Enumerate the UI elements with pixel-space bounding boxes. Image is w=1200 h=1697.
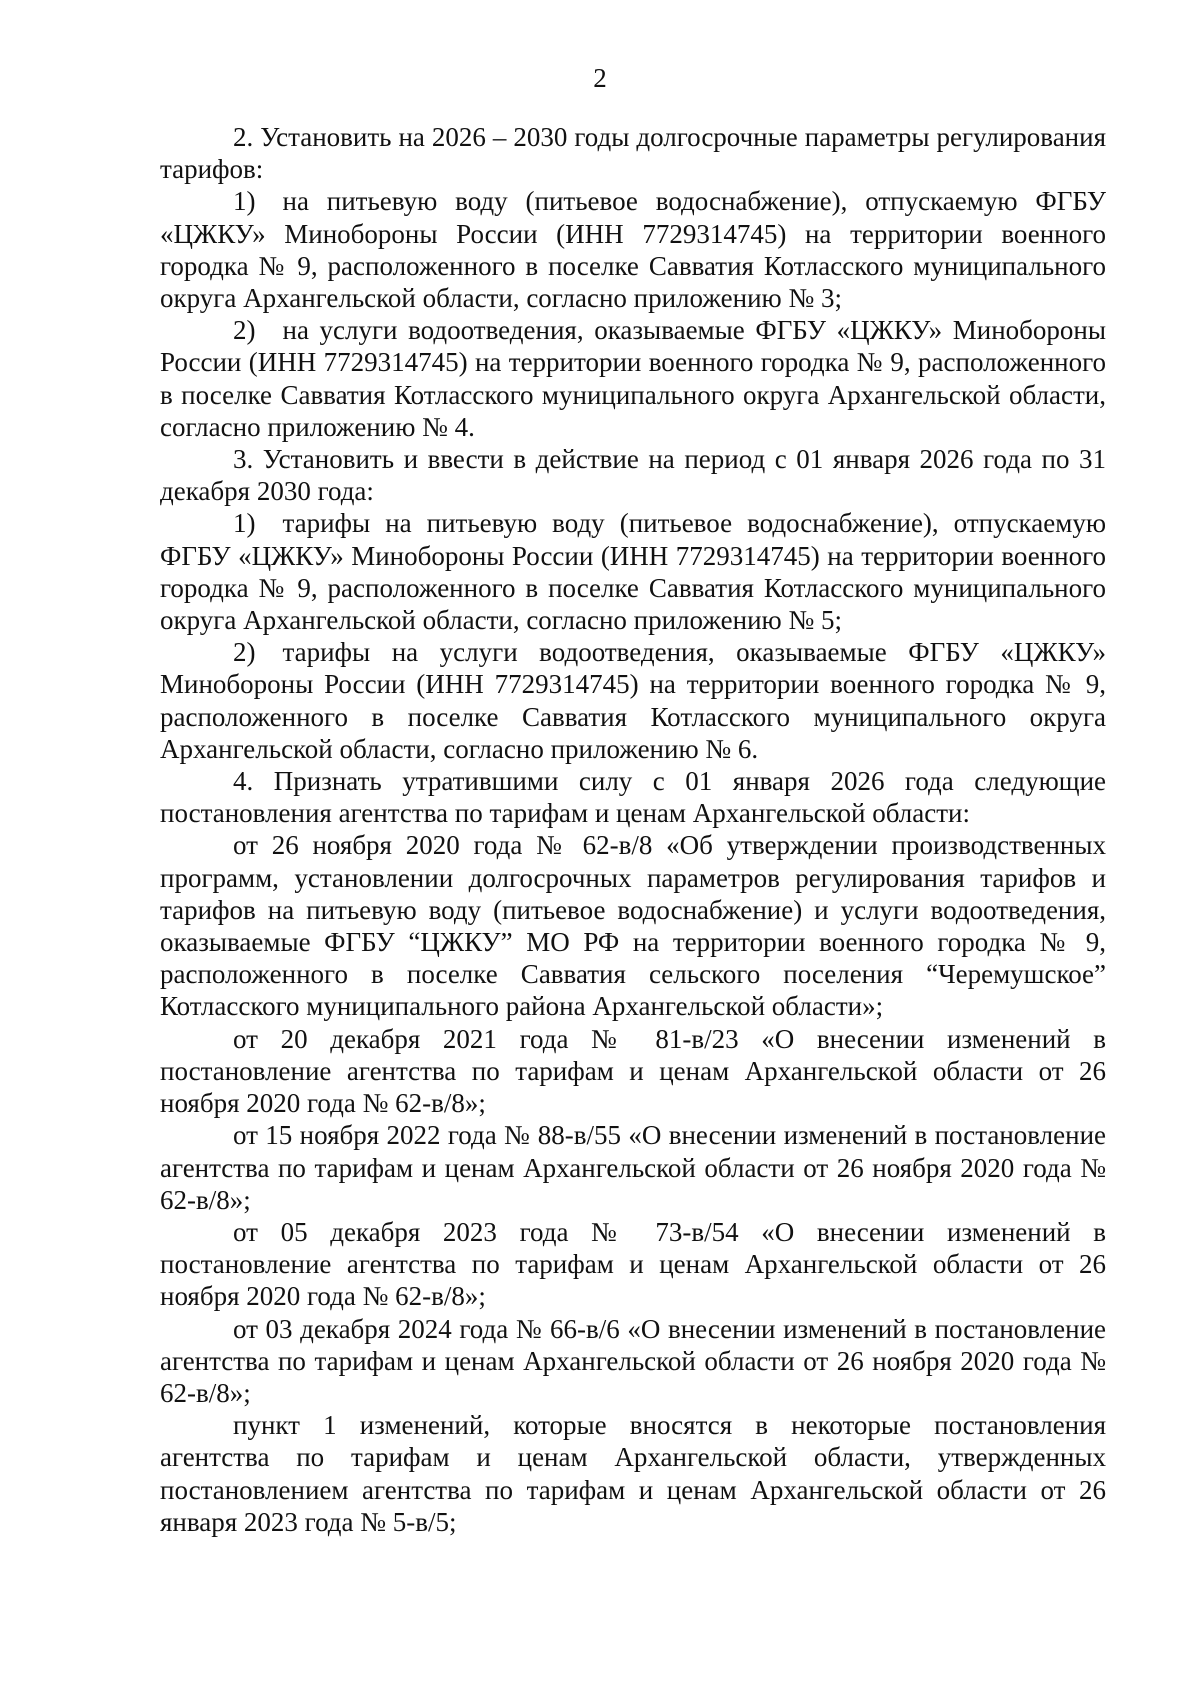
repealed-act-6: пункт 1 изменений, которые вносятся в некоторые постановления агентства по тарифам и ценам Архангельской области, утвержденных постановлением агентства по тарифам и ценам Архангельской области от 26 января 2023 года № 5-в/5; [160, 1410, 1106, 1537]
paragraph-3-item-1: 1) тарифы на питьевую воду (питьевое водоснабжение), отпускаемую ФГБУ «ЦЖКУ» Минобороны России (ИНН 7729314745) на территории военного городка № 9, расположенного в поселке Савватия Котласского муниципального округа Архангельской области, согласно приложению № 5; [160, 508, 1106, 636]
paragraph-3: 3. Установить и ввести в действие на период с 01 января 2026 года по 31 декабря 2030 года: [160, 444, 1106, 507]
repealed-act-5: от 03 декабря 2024 года № 66-в/6 «О внесении изменений в постановление агентства по тарифам и ценам Архангельской области от 26 ноября 2020 года № 62-в/8»; [160, 1313, 1106, 1408]
repealed-act-4: от 05 декабря 2023 года № 73-в/54 «О внесении изменений в постановление агентства по тарифам и ценам Архангельской области от 26 ноября 2020 года № 62-в/8»; [160, 1216, 1106, 1312]
paragraph-3-item-2: 2) тарифы на услуги водоотведения, оказываемые ФГБУ «ЦЖКУ» Минобороны России (ИНН 7729314745) на территории военного городка № 9, расположенного в поселке Савватия Котласского муниципального округа Архангельской области, согласно приложению № 6. [160, 637, 1106, 764]
repealed-act-3: от 15 ноября 2022 года № 88-в/55 «О внесении изменений в постановление агентства по тарифам и ценам Архангельской области от 26 ноября 2020 года № 62-в/8»; [160, 1120, 1106, 1215]
paragraph-4: 4. Признать утратившими силу с 01 января 2026 года следующие постановления агентства по тарифам и ценам Архангельской области: [160, 766, 1106, 829]
page-number: 2 [593, 63, 607, 93]
repealed-act-2: от 20 декабря 2021 года № 81-в/23 «О внесении изменений в постановление агентства по тарифам и ценам Архангельской области от 26 ноября 2020 года № 62-в/8»; [160, 1023, 1106, 1119]
paragraph-2: 2. Установить на 2026 – 2030 годы долгосрочные параметры регулирования тарифов: [160, 122, 1106, 185]
paragraph-2-item-2: 2) на услуги водоотведения, оказываемые ФГБУ «ЦЖКУ» Минобороны России (ИНН 7729314745) на территории военного городка № 9, расположенного в поселке Савватия Котласского муниципального округа Архангельской области, согласно приложению № 4. [160, 315, 1106, 442]
repealed-act-1: от 26 ноября 2020 года № 62-в/8 «Об утверждении производственных программ, установлении долгосрочных параметров регулирования тарифов и тарифов на питьевую воду (питьевое водоснабжение) и услуги водоотведения, оказываемые ФГБУ “ЦЖКУ” МО РФ на территории военного городка № 9, расположенного в поселке Савватия сельского поселения “Черемушское” Котласского муниципального района Архангельской области»; [160, 830, 1106, 1022]
paragraph-2-item-1: 1) на питьевую воду (питьевое водоснабжение), отпускаемую ФГБУ «ЦЖКУ» Минобороны России (ИНН 7729314745) на территории военного городка № 9, расположенного в поселке Савватия Котласского муниципального округа Архангельской области, согласно приложению № 3; [160, 186, 1106, 314]
document-body [160, 121, 1106, 1538]
